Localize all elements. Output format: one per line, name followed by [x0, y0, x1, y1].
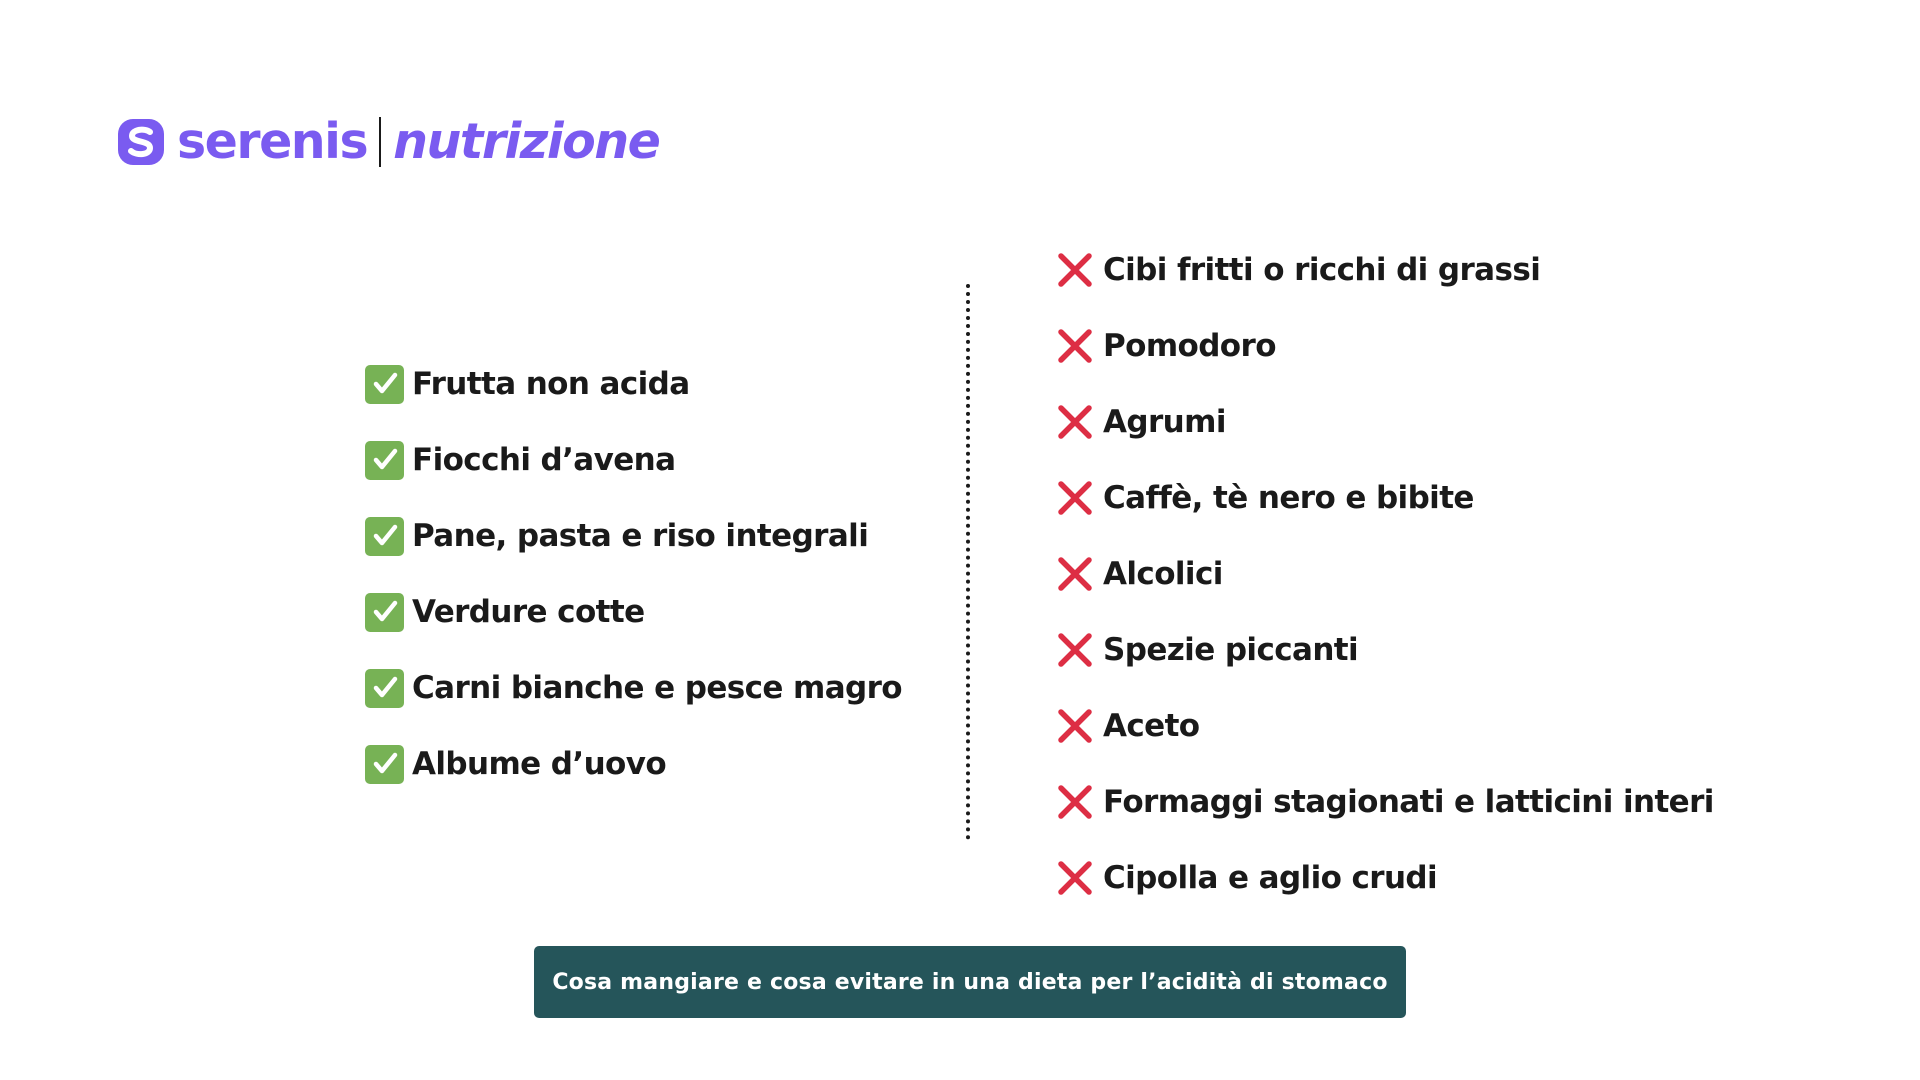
- avoid-item-label: Caffè, tè nero e bibite: [1103, 480, 1474, 516]
- cross-mark-icon: [1056, 403, 1094, 441]
- check-mark-icon: [365, 593, 404, 632]
- brand-logo: [117, 112, 659, 172]
- recommended-list: [365, 346, 902, 802]
- avoid-item: [1056, 612, 1714, 688]
- cross-mark-icon: [1056, 555, 1094, 593]
- avoid-item-label: Cibi fritti o ricchi di grassi: [1103, 252, 1541, 288]
- recommended-item-label: Pane, pasta e riso integrali: [412, 518, 869, 554]
- check-mark-icon: [365, 365, 404, 404]
- cross-mark-icon: [1056, 707, 1094, 745]
- check-mark-icon: [365, 517, 404, 556]
- caption-banner: [534, 946, 1406, 1018]
- avoid-item: [1056, 232, 1714, 308]
- recommended-item-label: Frutta non acida: [412, 366, 690, 402]
- avoid-item-label: Pomodoro: [1103, 328, 1276, 364]
- cross-mark-icon: [1056, 859, 1094, 897]
- recommended-item-label: Verdure cotte: [412, 594, 645, 630]
- avoid-item-label: Aceto: [1103, 708, 1200, 744]
- recommended-item-label: Albume d’uovo: [412, 746, 667, 782]
- avoid-item: [1056, 840, 1714, 916]
- check-mark-icon: [365, 669, 404, 708]
- avoid-item-label: Formaggi stagionati e latticini interi: [1103, 784, 1714, 820]
- avoid-item: [1056, 460, 1714, 536]
- avoid-item: [1056, 308, 1714, 384]
- recommended-item-label: Carni bianche e pesce magro: [412, 670, 902, 706]
- recommended-item-label: Fiocchi d’avena: [412, 442, 676, 478]
- avoid-item: [1056, 764, 1714, 840]
- check-mark-icon: [365, 441, 404, 480]
- brand-product: nutrizione: [393, 113, 660, 170]
- serenis-logo-icon: [117, 118, 165, 166]
- avoid-item: [1056, 688, 1714, 764]
- recommended-item: [365, 650, 902, 726]
- cross-mark-icon: [1056, 251, 1094, 289]
- avoid-item-label: Agrumi: [1103, 404, 1226, 440]
- cross-mark-icon: [1056, 631, 1094, 669]
- recommended-item: [365, 574, 902, 650]
- cross-mark-icon: [1056, 479, 1094, 517]
- avoid-item: [1056, 536, 1714, 612]
- dotted-divider: [966, 284, 970, 840]
- avoid-item-label: Spezie piccanti: [1103, 632, 1359, 668]
- avoid-item: [1056, 384, 1714, 460]
- recommended-item: [365, 422, 902, 498]
- recommended-item: [365, 726, 902, 802]
- cross-mark-icon: [1056, 783, 1094, 821]
- check-mark-icon: [365, 745, 404, 784]
- avoid-item-label: Alcolici: [1103, 556, 1223, 592]
- recommended-item: [365, 346, 902, 422]
- avoid-item-label: Cipolla e aglio crudi: [1103, 860, 1438, 896]
- avoid-list: [1056, 232, 1714, 916]
- logo-divider: [379, 117, 381, 167]
- caption-text: Cosa mangiare e cosa evitare in una dieta per l’acidità di stomaco: [552, 969, 1388, 995]
- brand-name: serenis: [177, 113, 368, 170]
- cross-mark-icon: [1056, 327, 1094, 365]
- recommended-item: [365, 498, 902, 574]
